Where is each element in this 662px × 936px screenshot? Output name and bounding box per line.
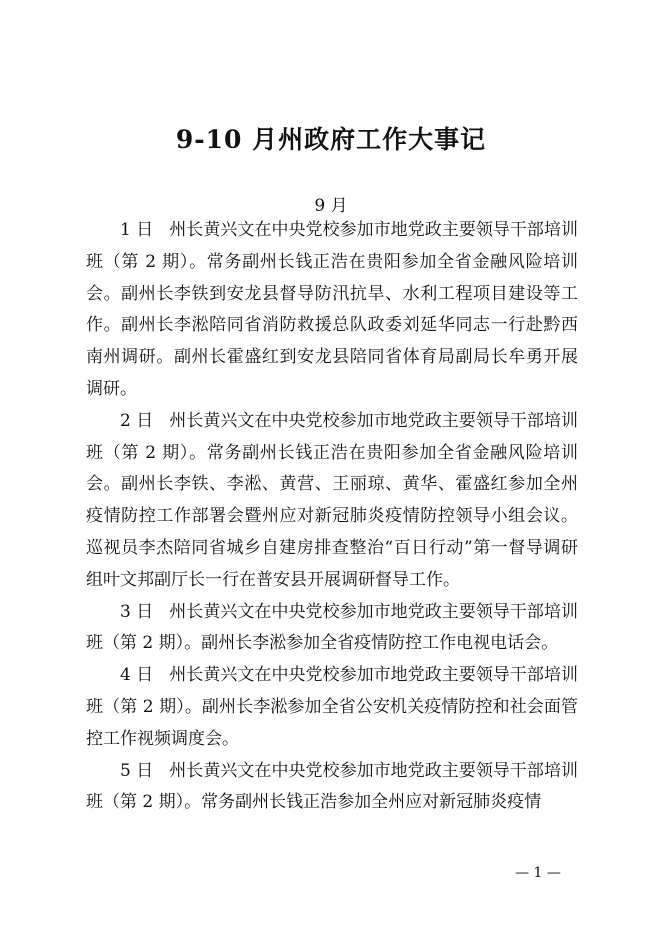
entry-text: 州长黄兴文在中央党校参加市地党政主要领导干部培训班（第 2 期）。常务副州长钱正浩在贵阳参加全省金融风险培训会。副州长李铁到安龙县督导防汛抗旱、水利工程项目建设等工作。副州长李淞陪同省消防救援总队政委刘延华同志一行赴黔西南州调研。副州长霍盛红到安龙县陪同省体育局副局长牟勇开展调研。 bbox=[86, 220, 578, 399]
entry-day-label: 4 日 bbox=[120, 665, 154, 686]
entry-day-4 bbox=[86, 660, 578, 755]
entry-text: 州长黄兴文在中央党校参加市地党政主要领导干部培训班（第 2 期）。副州长李淞参加全省疫情防控工作电视电话会。 bbox=[86, 601, 578, 654]
entry-text: 州长黄兴文在中央党校参加市地党政主要领导干部培训班（第 2 期）。常务副州长钱正浩在贵阳参加全省金融风险培训会。副州长李铁、李淞、黄营、王丽琼、黄华、霍盛红参加全州疫情防控工作部署会暨州应对新冠肺炎疫情防控领导小组会议。巡视员李杰陪同省城乡自建房排查整治“百日行动”第一督导调研组叶文邦副厅长一行在普安县开展调研督导工作。 bbox=[86, 410, 578, 590]
document-body bbox=[86, 215, 578, 819]
entry-day-label: 3 日 bbox=[120, 601, 154, 622]
entry-day-label: 1 日 bbox=[120, 220, 154, 240]
page-number: — 1 — bbox=[515, 865, 561, 881]
entry-text: 州长黄兴文在中央党校参加市地党政主要领导干部培训班（第 2 期）。副州长李淞参加全省公安机关疫情防控和社会面管控工作视频调度会。 bbox=[86, 665, 578, 749]
entry-day-2 bbox=[86, 406, 578, 597]
document-title: 9-10 月州政府工作大事记 bbox=[175, 125, 487, 154]
entry-day-3 bbox=[86, 597, 578, 661]
entry-day-1 bbox=[86, 215, 578, 406]
entry-text: 州长黄兴文在中央党校参加市地党政主要领导干部培训班（第 2 期）。常务副州长钱正浩参加全州应对新冠肺炎疫情 bbox=[86, 760, 578, 813]
entry-day-label: 2 日 bbox=[120, 410, 154, 431]
month-heading: 9 月 bbox=[314, 196, 348, 216]
entry-day-5 bbox=[86, 756, 578, 820]
entry-day-label: 5 日 bbox=[120, 760, 154, 781]
